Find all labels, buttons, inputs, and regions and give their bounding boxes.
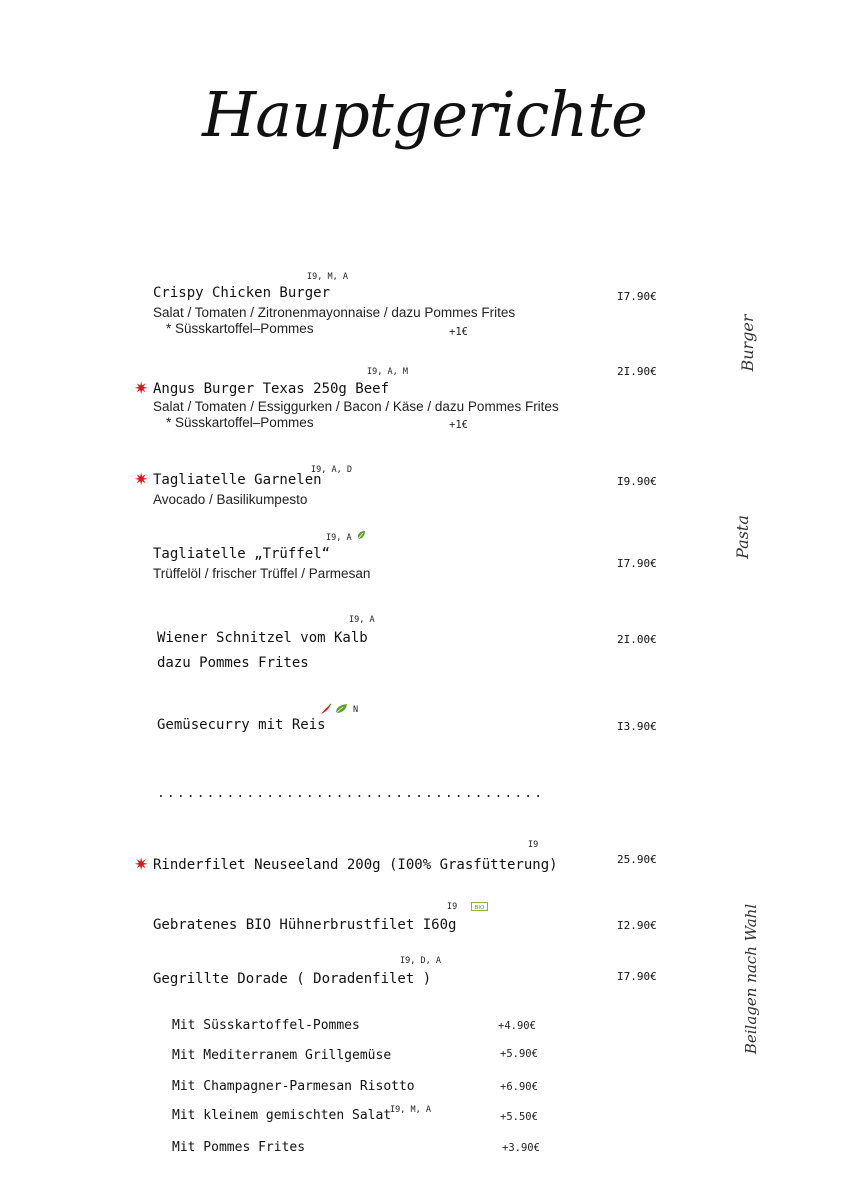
- dish-price: 25.90€: [617, 853, 657, 866]
- allergen-label: I9, M, A: [307, 272, 348, 282]
- dish-price: I9.90€: [617, 475, 657, 488]
- dish-description: Salat / Tomaten / Essiggurken / Bacon / Käse / dazu Pommes Frites: [153, 399, 559, 414]
- dish-name: Tagliatelle „Trüffel“: [153, 546, 331, 562]
- dish-price: I3.90€: [617, 720, 657, 733]
- allergen-label: I9: [528, 840, 539, 850]
- side-name: Mit Süsskartoffel-Pommes: [172, 1018, 360, 1033]
- dish-extra-price: +1€: [449, 326, 468, 338]
- side-name: Mit Champagner-Parmesan Risotto: [172, 1079, 415, 1094]
- dish-price: I7.90€: [617, 557, 657, 570]
- allergen-label: N: [353, 705, 359, 715]
- section-label-beilagen: Beilagen nach Wahl: [742, 903, 760, 1055]
- side-price: +5.50€: [500, 1111, 538, 1123]
- dish-price: 2I.90€: [617, 365, 657, 378]
- svg-text:BIO: BIO: [474, 905, 485, 911]
- dish-extra: * Süsskartoffel–Pommes: [166, 415, 314, 430]
- side-name: Mit Mediterranem Grillgemüse: [172, 1048, 392, 1063]
- dish-description: Salat / Tomaten / Zitronenmayonnaise / dazu Pommes Frites: [153, 305, 516, 320]
- side-price: +6.90€: [500, 1081, 538, 1093]
- red-star-icon: ✷: [134, 379, 149, 399]
- section-label-burger: Burger: [738, 314, 757, 372]
- dish-description: dazu Pommes Frites: [157, 655, 309, 671]
- allergen-label: I9, A: [349, 615, 375, 625]
- side-name: Mit kleinem gemischten Salat: [172, 1108, 392, 1123]
- allergen-label: I9, A, M: [367, 367, 408, 377]
- chili-icon: [320, 703, 332, 715]
- side-name: Mit Pommes Frites: [172, 1140, 306, 1155]
- dish-description: Avocado / Basilikumpesto: [153, 492, 308, 507]
- dish-name: Gegrillte Dorade ( Doradenfilet ): [153, 971, 432, 987]
- dish-price: I7.90€: [617, 290, 657, 303]
- dish-extra-price: +1€: [449, 419, 468, 431]
- dish-name: Tagliatelle Garnelen: [153, 472, 322, 488]
- allergen-label: I9, A, D: [311, 465, 352, 475]
- dish-price: I2.90€: [617, 919, 657, 932]
- dish-price: I7.90€: [617, 970, 657, 983]
- dish-name: Rinderfilet Neuseeland 200g (I00% Grasfütterung): [153, 857, 558, 873]
- section-label-pasta: Pasta: [733, 515, 752, 559]
- dish-name: Crispy Chicken Burger: [153, 285, 331, 301]
- side-price: +4.90€: [498, 1020, 536, 1032]
- dish-name: Gemüsecurry mit Reis: [157, 717, 326, 733]
- dish-name: Wiener Schnitzel vom Kalb: [157, 630, 368, 646]
- dish-name: Gebratenes BIO Hühnerbrustfilet I60g: [153, 917, 457, 933]
- allergen-label: I9, A: [326, 533, 352, 543]
- dish-price: 2I.00€: [617, 633, 657, 646]
- allergen-label: I9, D, A: [400, 956, 441, 966]
- leaf-icon: [356, 530, 366, 540]
- allergen-label: I9: [447, 902, 458, 912]
- red-star-icon: ✷: [134, 855, 149, 875]
- dotted-separator: .......................................: [157, 786, 545, 801]
- dish-description: Trüffelöl / frischer Trüffel / Parmesan: [153, 566, 371, 581]
- allergen-label: I9, M, A: [390, 1105, 431, 1115]
- page-title: Hauptgerichte: [202, 78, 647, 151]
- leaf-icon: [335, 703, 348, 714]
- dish-extra: * Süsskartoffel–Pommes: [166, 321, 314, 336]
- red-star-icon: ✷: [134, 470, 149, 490]
- dish-name: Angus Burger Texas 250g Beef: [153, 381, 390, 397]
- bio-badge-icon: [471, 902, 488, 911]
- side-price: +5.90€: [500, 1048, 538, 1060]
- side-price: +3.90€: [502, 1142, 540, 1154]
